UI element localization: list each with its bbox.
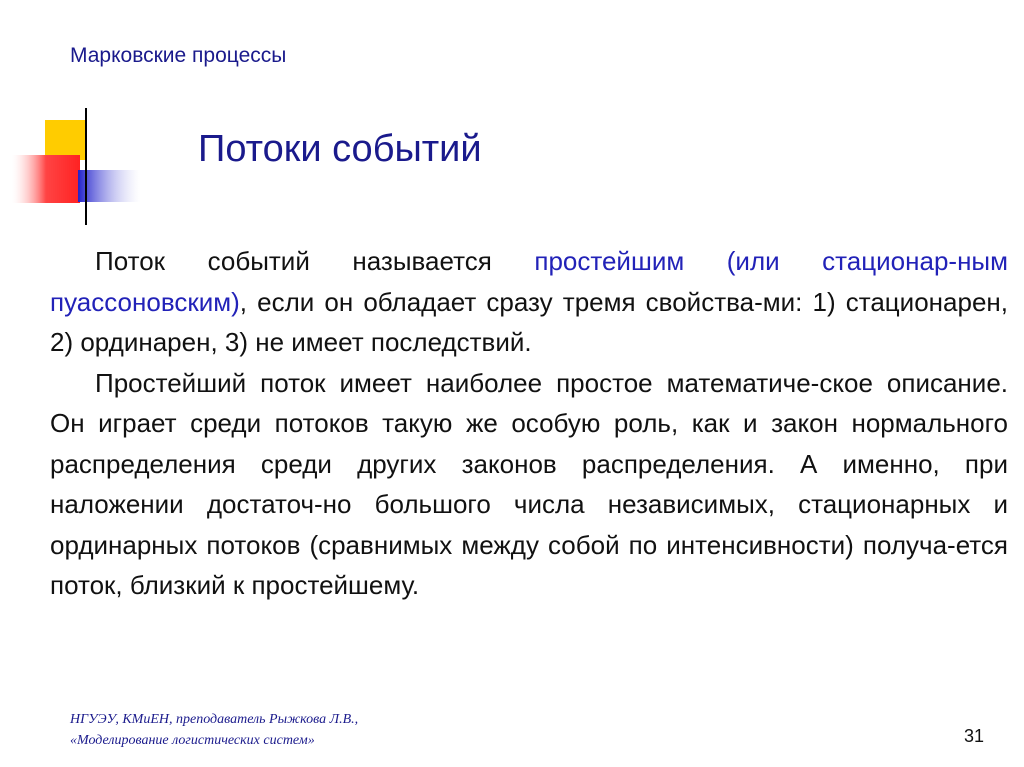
footer	[70, 709, 358, 751]
section-title: Марковские процессы	[70, 44, 287, 67]
paragraph-1-end: если он обладает сразу тремя свойства-ми: 1) стационарен, 2) ординарен, 3) не имеет последствий.	[50, 286, 1008, 357]
yellow-square	[45, 120, 85, 160]
title-decoration	[0, 100, 1024, 230]
footer-course: «Моделирование логистических систем»	[70, 733, 315, 748]
page-number: 31	[963, 726, 984, 746]
slide-title: Потоки событий	[198, 128, 482, 170]
paragraph-1-start: Поток событий называется	[95, 246, 535, 276]
highlighted-term: простейшим (или стационар-ным пуассоновским)	[50, 246, 1008, 317]
red-gradient-bar	[12, 155, 80, 203]
blue-gradient-bar	[78, 170, 140, 202]
paragraph-1-comma: ,	[239, 286, 248, 317]
paragraph-1	[50, 241, 1008, 363]
footer-author: НГУЭУ, КМиЕН, преподаватель Рыжкова Л.В.,	[70, 712, 359, 727]
slide-body	[50, 241, 1008, 606]
paragraph-2: Простейший поток имеет наиболее простое математиче-ское описание. Он играет среди потоков такую же особую роль, как и закон нормального распределения среди других законов распределения. А именно, при наложении достаточ-но большого числа независимых, стационарных и ординарных потоков (сравнимых между собой по интенсивности) получа-ется поток, близкий к простейшему.	[50, 367, 1008, 600]
